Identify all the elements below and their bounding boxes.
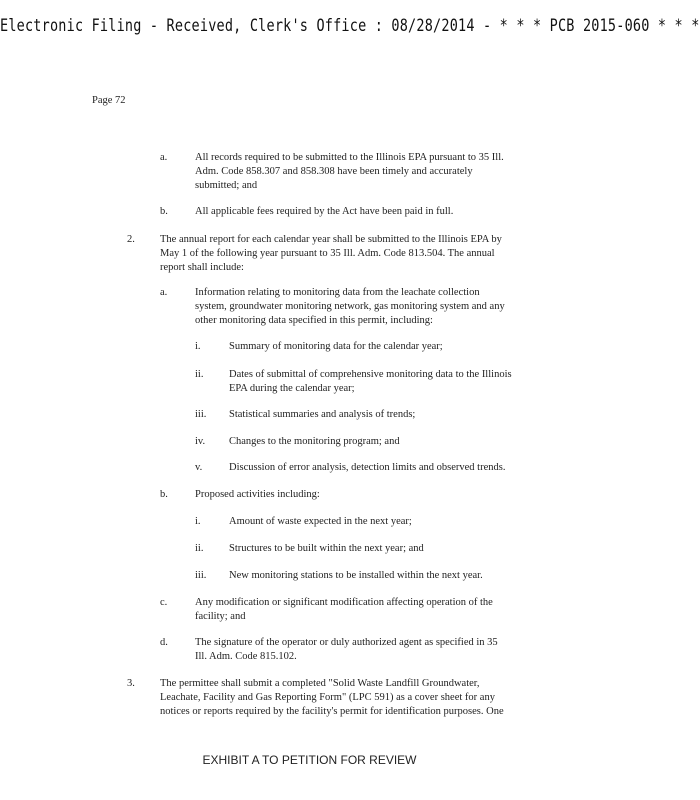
item-marker: i.: [195, 341, 201, 352]
text-line: Information relating to monitoring data from the leachate collection: [195, 287, 480, 298]
text-line: Any modification or significant modification affecting operation of the: [195, 597, 493, 608]
text-line: Discussion of error analysis, detection limits and observed trends.: [229, 462, 506, 473]
item-marker: ii.: [195, 543, 204, 554]
item-marker: c.: [160, 597, 168, 608]
text-line: Ill. Adm. Code 815.102.: [195, 651, 297, 662]
text-line: submitted; and: [195, 180, 258, 191]
text-line: The annual report for each calendar year shall be submitted to the Illinois EPA by: [160, 234, 502, 245]
item-marker: iii.: [195, 409, 207, 420]
text-line: All records required to be submitted to the Illinois EPA pursuant to 35 Ill.: [195, 152, 504, 163]
item-marker: d.: [160, 637, 168, 648]
text-line: Summary of monitoring data for the calendar year;: [229, 341, 443, 352]
text-line: New monitoring stations to be installed within the next year.: [229, 570, 483, 581]
text-line: report shall include:: [160, 262, 244, 273]
text-line: All applicable fees required by the Act have been paid in full.: [195, 206, 454, 217]
text-line: Amount of waste expected in the next year;: [229, 516, 412, 527]
text-line: facility; and: [195, 611, 246, 622]
item-marker: a.: [160, 287, 168, 298]
item-marker: iii.: [195, 570, 207, 581]
filing-stamp-header: Electronic Filing - Received, Clerk's Office : 08/28/2014 - * * * PCB 2015-060 * * *: [0, 16, 700, 36]
text-line: Adm. Code 858.307 and 858.308 have been timely and accurately: [195, 166, 473, 177]
text-line: system, groundwater monitoring network, gas monitoring system and any: [195, 301, 505, 312]
item-marker: v.: [195, 462, 203, 473]
text-line: Statistical summaries and analysis of trends;: [229, 409, 416, 420]
text-line: notices or reports required by the facility's permit for identification purposes. One: [160, 706, 504, 717]
text-line: EPA during the calendar year;: [229, 383, 355, 394]
item-marker: a.: [160, 152, 168, 163]
text-line: Changes to the monitoring program; and: [229, 436, 400, 447]
text-line: other monitoring data specified in this permit, including:: [195, 315, 433, 326]
text-line: The signature of the operator or duly authorized agent as specified in 35: [195, 637, 498, 648]
text-line: The permittee shall submit a completed "Solid Waste Landfill Groundwater,: [160, 678, 480, 689]
text-line: May 1 of the following year pursuant to 35 Ill. Adm. Code 813.504. The annual: [160, 248, 495, 259]
exhibit-footer: EXHIBIT A TO PETITION FOR REVIEW: [202, 753, 417, 767]
item-marker: ii.: [195, 369, 204, 380]
text-line: Leachate, Facility and Gas Reporting Form" (LPC 591) as a cover sheet for any: [160, 692, 495, 703]
item-marker: i.: [195, 516, 201, 527]
item-marker: b.: [160, 206, 168, 217]
item-marker: b.: [160, 489, 168, 500]
text-line: Dates of submittal of comprehensive monitoring data to the Illinois: [229, 369, 512, 380]
page-number-label: Page 72: [92, 95, 126, 106]
text-line: Structures to be built within the next year; and: [229, 543, 424, 554]
item-marker: iv.: [195, 436, 206, 447]
text-line: Proposed activities including:: [195, 489, 320, 500]
item-marker: 2.: [127, 234, 135, 245]
item-marker: 3.: [127, 678, 135, 689]
